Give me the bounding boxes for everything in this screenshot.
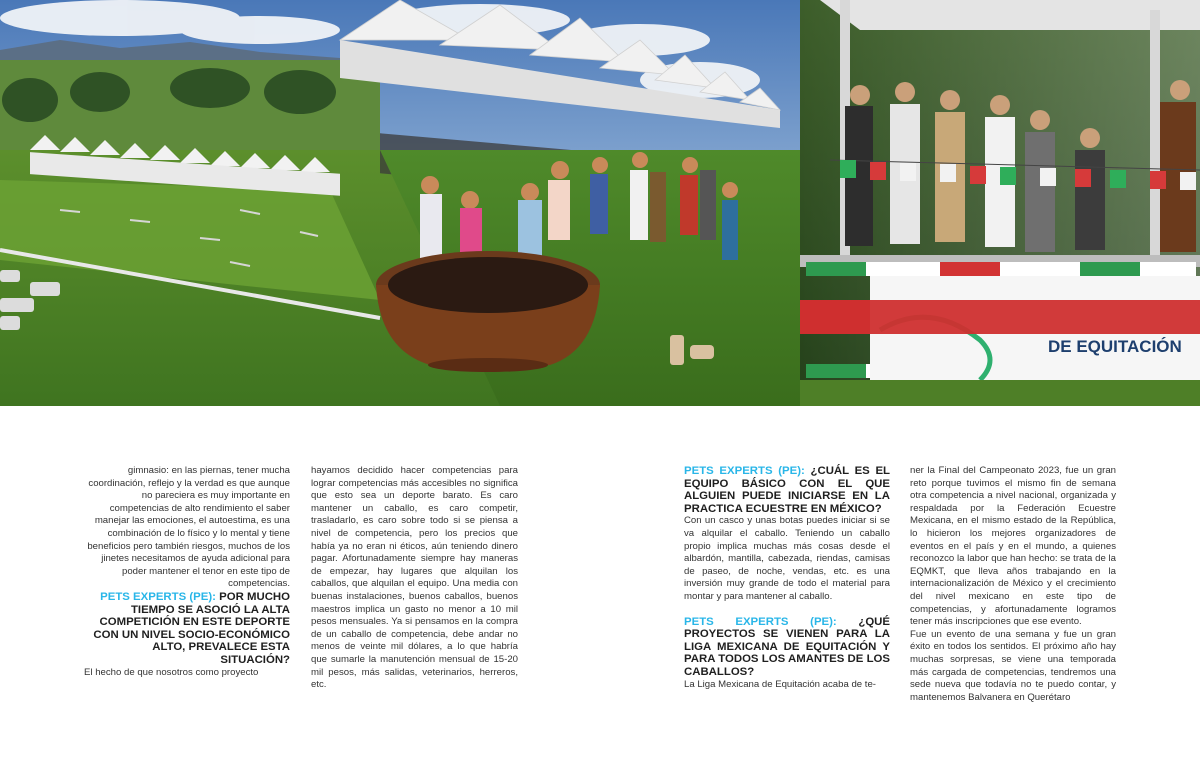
interview-question (84, 591, 290, 667)
question-tag: PETS EXPERTS (PE): (100, 590, 216, 603)
interview-question (684, 465, 890, 515)
text-column-3 (684, 465, 890, 691)
interview-question (684, 616, 890, 679)
body-paragraph: hayamos decidido hacer competencias para lograr competencias más accesibles no significa que esto sea un deporte barato. Es caro mantener un caballo, es caro competir, trasladarlo, es caro sobre todo si se piensa a nivel de competencia, pero los precios que había ya no eran ni éticos, aún teniendo dinero pagar. Afortunadamente siempre hay maneras de empezar, hay lugares que alquilan los caballos, que alquilan el equipo. Una media con buenas instalaciones, buenos caballos, buenos maestros implica un gasto no menor a 10 mil pesos mensuales. Ya si pensamos en la compra de un caballo de competencia, debe andar no menos de veinte mil dólares, a lo que habría que sumarle la manutención mensual de 15-20 mil pesos, más salidas, veterinarios, herreros, etc. (311, 465, 518, 691)
body-paragraph: Con un casco y unas botas puedes iniciar si se va alquilar el caballo. Teniendo un caballo propio implica muchas más cosas desde el albardón, mantilla, cabezada, riendas, camisas de paseo, de noche, vendas, etc. es una inversión muy grande de todo el material para montar y para mantener al caballo. (684, 515, 890, 602)
body-paragraph: Fue un evento de una semana y fue un gran éxito en todos los sentidos. El próximo año hay muchas sorpresas, se viene una temporada más cargada de competencias, tendremos una sede nueva que todavía no te puedo contar, y mantenemos Balvanera en Querétaro (910, 628, 1116, 703)
banner-sign-text: DE EQUITACIÓN (1048, 337, 1182, 356)
body-paragraph: La Liga Mexicana de Equitación acaba de te- (684, 678, 877, 690)
text-column-2 (311, 465, 518, 692)
question-text: ¿CUÁL ES EL EQUIPO BÁSICO CON EL QUE ALGUIEN PUEDE INICIARSE EN LA PRACTICA ECUESTRE EN MÉXICO? (684, 465, 890, 515)
text-column-4 (910, 465, 1116, 704)
text-column-1 (84, 465, 290, 679)
body-paragraph: ner la Final del Campeonato 2023, fue un gran reto porque tuvimos el mismo fin de semana otra competencia a nivel nacional, organizada y respaldada por la Federación Ecuestre Mexicana, en el mismo estado de la República, lo hicieron los mejores organizadores de eventos en el país y en el mundo, a quienes reconozco la labor que han hecho: se trata de la EQMKT, que lleva años trabajando en la internacionalización de México y el crecimiento del nivel mexicano en este tipo de competencias, y afortunadamente logramos tener más inscripciones que ese evento. (910, 465, 1116, 628)
body-paragraph: El hecho de que nosotros como proyecto (84, 666, 259, 678)
question-text: POR MUCHO TIEMPO SE ASOCIÓ LA ALTA COMPETICIÓN EN ESTE DEPORTE CON UN NIVEL SOCIO-ECONÓMICO ALTO, PREVALECE ESTA SITUACIÓN? (93, 590, 290, 666)
question-tag: PETS EXPERTS (PE): (684, 465, 805, 477)
question-text: ¿QUÉ PROYECTOS SE VIENEN PARA LA LIGA MEXICANA DE EQUITACIÓN Y PARA TODOS LOS AMANTES DE LOS CABALLOS? (684, 615, 891, 678)
body-paragraph: gimnasio: en las piernas, tener mucha coordinación, reflejo y la verdad es que aunque no pareciera es muy importante en competencias de alto rendimiento el saber manejar las emociones, el autoestima, es una combinación de lo físico y lo mental y tiene beneficios pero también riesgos, muchos de los jinetes necesitamos de ayuda adicional para poder mantener el tenor en este tipo de competencias. (87, 465, 290, 590)
question-tag: PETS EXPERTS (PE): (684, 615, 837, 628)
